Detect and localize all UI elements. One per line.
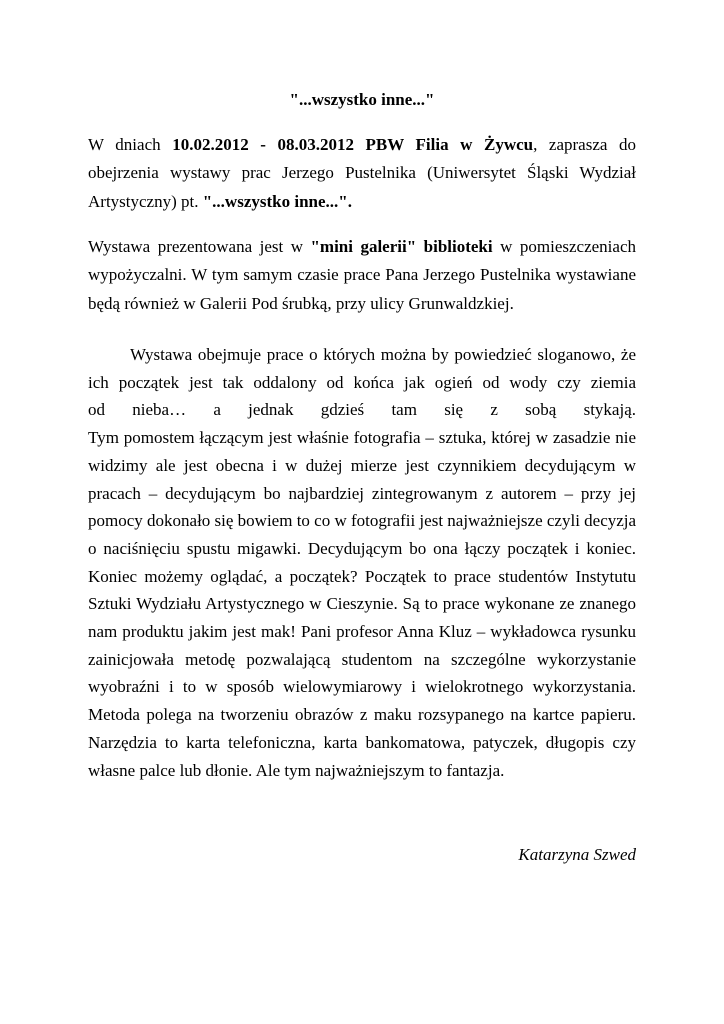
author-signature: Katarzyna Szwed	[518, 845, 636, 864]
exhibition-dates-location: 10.02.2012 - 08.03.2012 PBW Filia w Żywcu	[172, 135, 534, 154]
paragraph1-prefix: W dniach	[88, 135, 173, 154]
paragraph-exhibition-dates	[88, 131, 636, 216]
description-line: zainicjowała metodę pozwalającą studentom na szczególne wykorzystanie	[88, 649, 636, 669]
description-line: Koniec możemy oglądać, a początek? Początek to prace studentów Instytutu	[88, 566, 636, 586]
description-line: ich początek jest tak oddalony od końca jak ogień od wody czy ziemia	[88, 372, 636, 392]
paragraph-gallery-info	[88, 233, 636, 318]
document-title: "...wszystko inne..."	[289, 90, 435, 109]
description-line: Wystawa obejmuje prace o których można by powiedzieć sloganowo, że	[130, 345, 636, 364]
description-line: nam produktu jakim jest mak! Pani profesor Anna Kluz – wykładowca rysunku	[88, 622, 636, 642]
description-line: wyobraźni i to w sposób wielowymiarowy i wielokrotnego wykorzystania.	[88, 677, 636, 697]
description-line: Tym pomostem łączącym jest właśnie fotografia – sztuka, której w zasadzie nie	[88, 428, 636, 448]
paragraph-description	[88, 341, 636, 784]
description-line: o naciśnięciu spustu migawki. Decydującym bo ona łączy początek i koniec.	[88, 538, 636, 558]
description-line: widzimy ale jest obecna i w dużej mierze jest czynnikiem decydującym w	[88, 455, 636, 475]
mini-gallery-name: "mini galerii" biblioteki	[310, 237, 493, 256]
description-line: własne palce lub dłonie. Ale tym najważniejszym to fantazja.	[88, 760, 505, 780]
description-line: Sztuki Wydziału Artystycznego w Cieszynie. Są to prace wykonane ze znanego	[88, 594, 636, 614]
paragraph2-suffix: w pomieszczeniach wypożyczalni. W tym samym czasie prace Pana Jerzego Pustelnika wystawiane będą również w Galerii Pod śrubką, przy ulicy Grunwaldzkiej.	[88, 237, 636, 313]
description-line: pracach – decydującym bo najbardziej zintegrowanym z autorem – przy jej	[88, 483, 636, 503]
description-line: Narzędzia to karta telefoniczna, karta bankomatowa, patyczek, długopis czy	[88, 732, 636, 752]
description-line: od nieba… a jednak gdzieś tam się z sobą stykają.	[88, 400, 636, 420]
paragraph1-middle: , zaprasza do obejrzenia wystawy prac Jerzego Pustelnika (Uniwersytet Śląski Wydział Artystyczny) pt.	[88, 135, 636, 211]
paragraph2-prefix: Wystawa prezentowana jest w	[88, 237, 311, 256]
description-line: Metoda polega na tworzeniu obrazów z maku rozsypanego na kartce papieru.	[88, 705, 636, 725]
exhibition-title: "...wszystko inne...".	[202, 191, 352, 211]
description-line: pomocy dokonało się bowiem to co w fotografii jest najważniejsze czyli decyzja	[88, 511, 637, 531]
